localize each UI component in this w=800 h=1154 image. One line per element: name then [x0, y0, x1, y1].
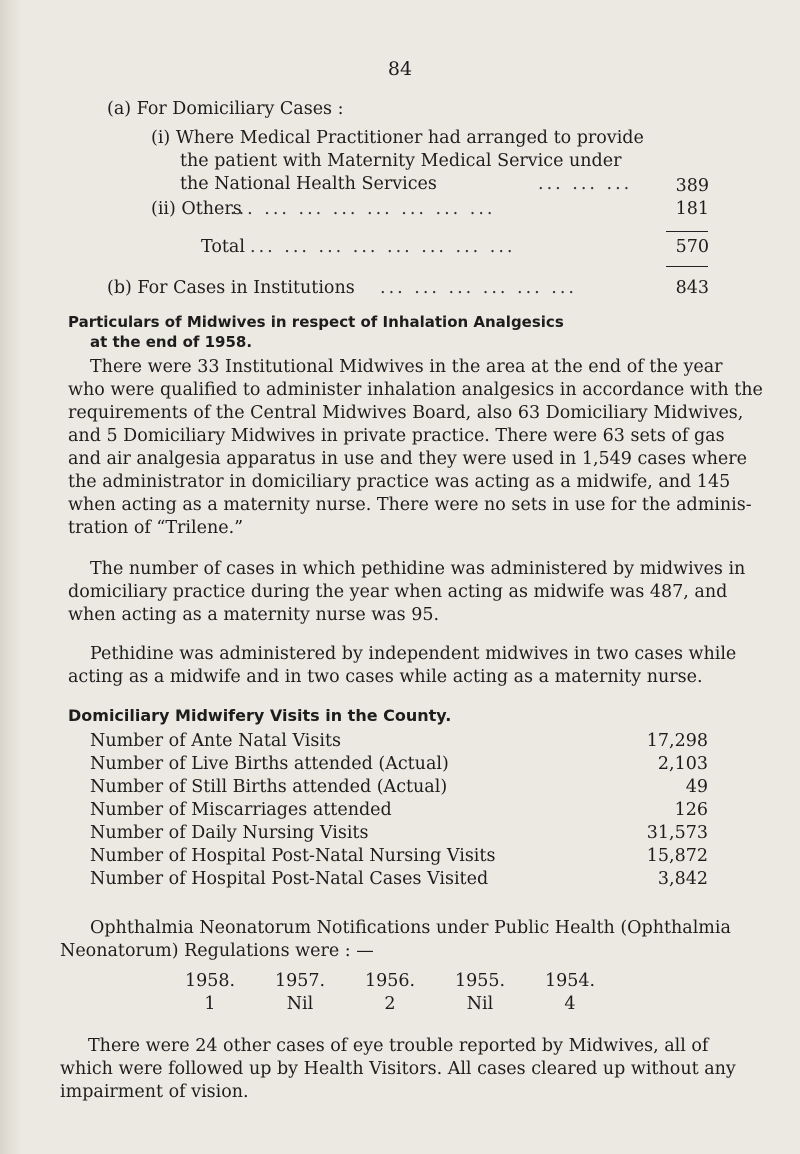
para-line: when acting as a maternity nurse. There were no sets in use for the adminis- — [68, 495, 752, 515]
row-label: Number of Daily Nursing Visits — [90, 823, 369, 843]
total-value: 570 — [675, 237, 709, 257]
para-line: when acting as a maternity nurse was 95. — [68, 605, 440, 625]
table-row — [68, 776, 708, 799]
page-number: 84 — [387, 58, 413, 80]
table-row — [68, 753, 708, 776]
year-header: 1955. — [454, 971, 506, 991]
institution-cases-value: 843 — [675, 278, 709, 298]
row-value: 3,842 — [657, 869, 708, 889]
table-row — [68, 730, 708, 753]
item-i-value: 389 — [675, 176, 709, 196]
para-line: There were 33 Institutional Midwives in the area at the end of the year — [90, 357, 723, 377]
independent-midwives-paragraph — [68, 643, 780, 689]
row-value: 49 — [685, 777, 708, 797]
item-ii-value: 181 — [675, 199, 709, 219]
row-label: Number of Miscarriages attended — [90, 800, 392, 820]
table-row — [68, 868, 708, 891]
row-value: 31,573 — [646, 823, 708, 843]
row-value: 2,103 — [657, 754, 708, 774]
institution-cases-label: (b) For Cases in Institutions — [107, 278, 355, 298]
table-row — [68, 845, 708, 868]
table-row — [68, 799, 708, 822]
year-count: 4 — [564, 994, 576, 1014]
para-line: tration of “Trilene.” — [68, 518, 244, 538]
year-header: 1956. — [364, 971, 416, 991]
visits-table — [68, 730, 780, 900]
item-ii-label: (ii) Others — [151, 199, 242, 219]
para-line: and 5 Domiciliary Midwives in private practice. There were 63 sets of gas — [68, 426, 725, 446]
analgesics-heading-line2: at the end of 1958. — [90, 333, 253, 351]
year-header: 1958. — [184, 971, 236, 991]
page-edge-shadow — [0, 0, 22, 1154]
para-line: Pethidine was administered by independent midwives in two cases while — [90, 644, 737, 664]
leader-dots: ... ... ... ... ... ... ... ... — [250, 237, 516, 257]
para-line: the administrator in domiciliary practice was acting as a midwife, and 145 — [68, 472, 731, 492]
para-line: acting as a midwife and in two cases while acting as a maternity nurse. — [68, 667, 703, 687]
para-line: who were qualified to administer inhalation analgesics in accordance with the — [68, 380, 763, 400]
item-i-line3: the National Health Services — [180, 174, 437, 194]
row-label: Number of Live Births attended (Actual) — [90, 754, 449, 774]
table-row — [68, 822, 708, 845]
year-header: 1957. — [274, 971, 326, 991]
row-value: 126 — [674, 800, 708, 820]
visits-heading: Domiciliary Midwifery Visits in the County. — [68, 706, 452, 725]
para-line: which were followed up by Health Visitors. All cases cleared up without any — [60, 1059, 736, 1079]
row-label: Number of Still Births attended (Actual) — [90, 777, 448, 797]
item-i-line1: (i) Where Medical Practitioner had arranged to provide — [151, 128, 644, 148]
para-line: domiciliary practice during the year when acting as midwife was 487, and — [68, 582, 728, 602]
year-count: 2 — [384, 994, 396, 1014]
total-rule — [666, 266, 708, 267]
leader-dots: ... ... ... ... ... ... — [380, 278, 577, 298]
pethidine-paragraph — [68, 558, 780, 627]
para-line: requirements of the Central Midwives Board, also 63 Domiciliary Midwives, — [68, 403, 744, 423]
year-count: Nil — [286, 994, 314, 1014]
row-value: 15,872 — [646, 846, 708, 866]
leader-dots: ... ... ... — [538, 174, 633, 194]
year-count: Nil — [466, 994, 494, 1014]
year-header: 1954. — [544, 971, 596, 991]
row-value: 17,298 — [646, 731, 708, 751]
eye-trouble-paragraph — [60, 1035, 780, 1104]
analgesics-paragraph-1 — [68, 356, 780, 540]
para-line: The number of cases in which pethidine was administered by midwives in — [90, 559, 746, 579]
row-label: Number of Ante Natal Visits — [90, 731, 341, 751]
item-i-line2: the patient with Maternity Medical Service under — [180, 151, 622, 171]
ophthalmia-year-table — [170, 970, 630, 1020]
subtotal-rule — [666, 231, 708, 232]
row-label: Number of Hospital Post-Natal Cases Visited — [90, 869, 489, 889]
para-line: and air analgesia apparatus in use and they were used in 1,549 cases where — [68, 449, 747, 469]
domiciliary-cases-label: (a) For Domiciliary Cases : — [107, 99, 344, 119]
ophthalmia-intro-line2: Neonatorum) Regulations were : — — [60, 941, 374, 961]
para-line: There were 24 other cases of eye trouble reported by Midwives, all of — [88, 1036, 709, 1056]
analgesics-heading-line1: Particulars of Midwives in respect of Inhalation Analgesics — [68, 313, 564, 331]
para-line: impairment of vision. — [60, 1082, 249, 1102]
year-count: 1 — [204, 994, 216, 1014]
row-label: Number of Hospital Post-Natal Nursing Visits — [90, 846, 496, 866]
leader-dots: ... ... ... ... ... ... ... ... — [230, 199, 496, 219]
ophthalmia-intro-line1: Ophthalmia Neonatorum Notifications under Public Health (Ophthalmia — [90, 918, 731, 938]
total-label: Total — [201, 237, 245, 257]
